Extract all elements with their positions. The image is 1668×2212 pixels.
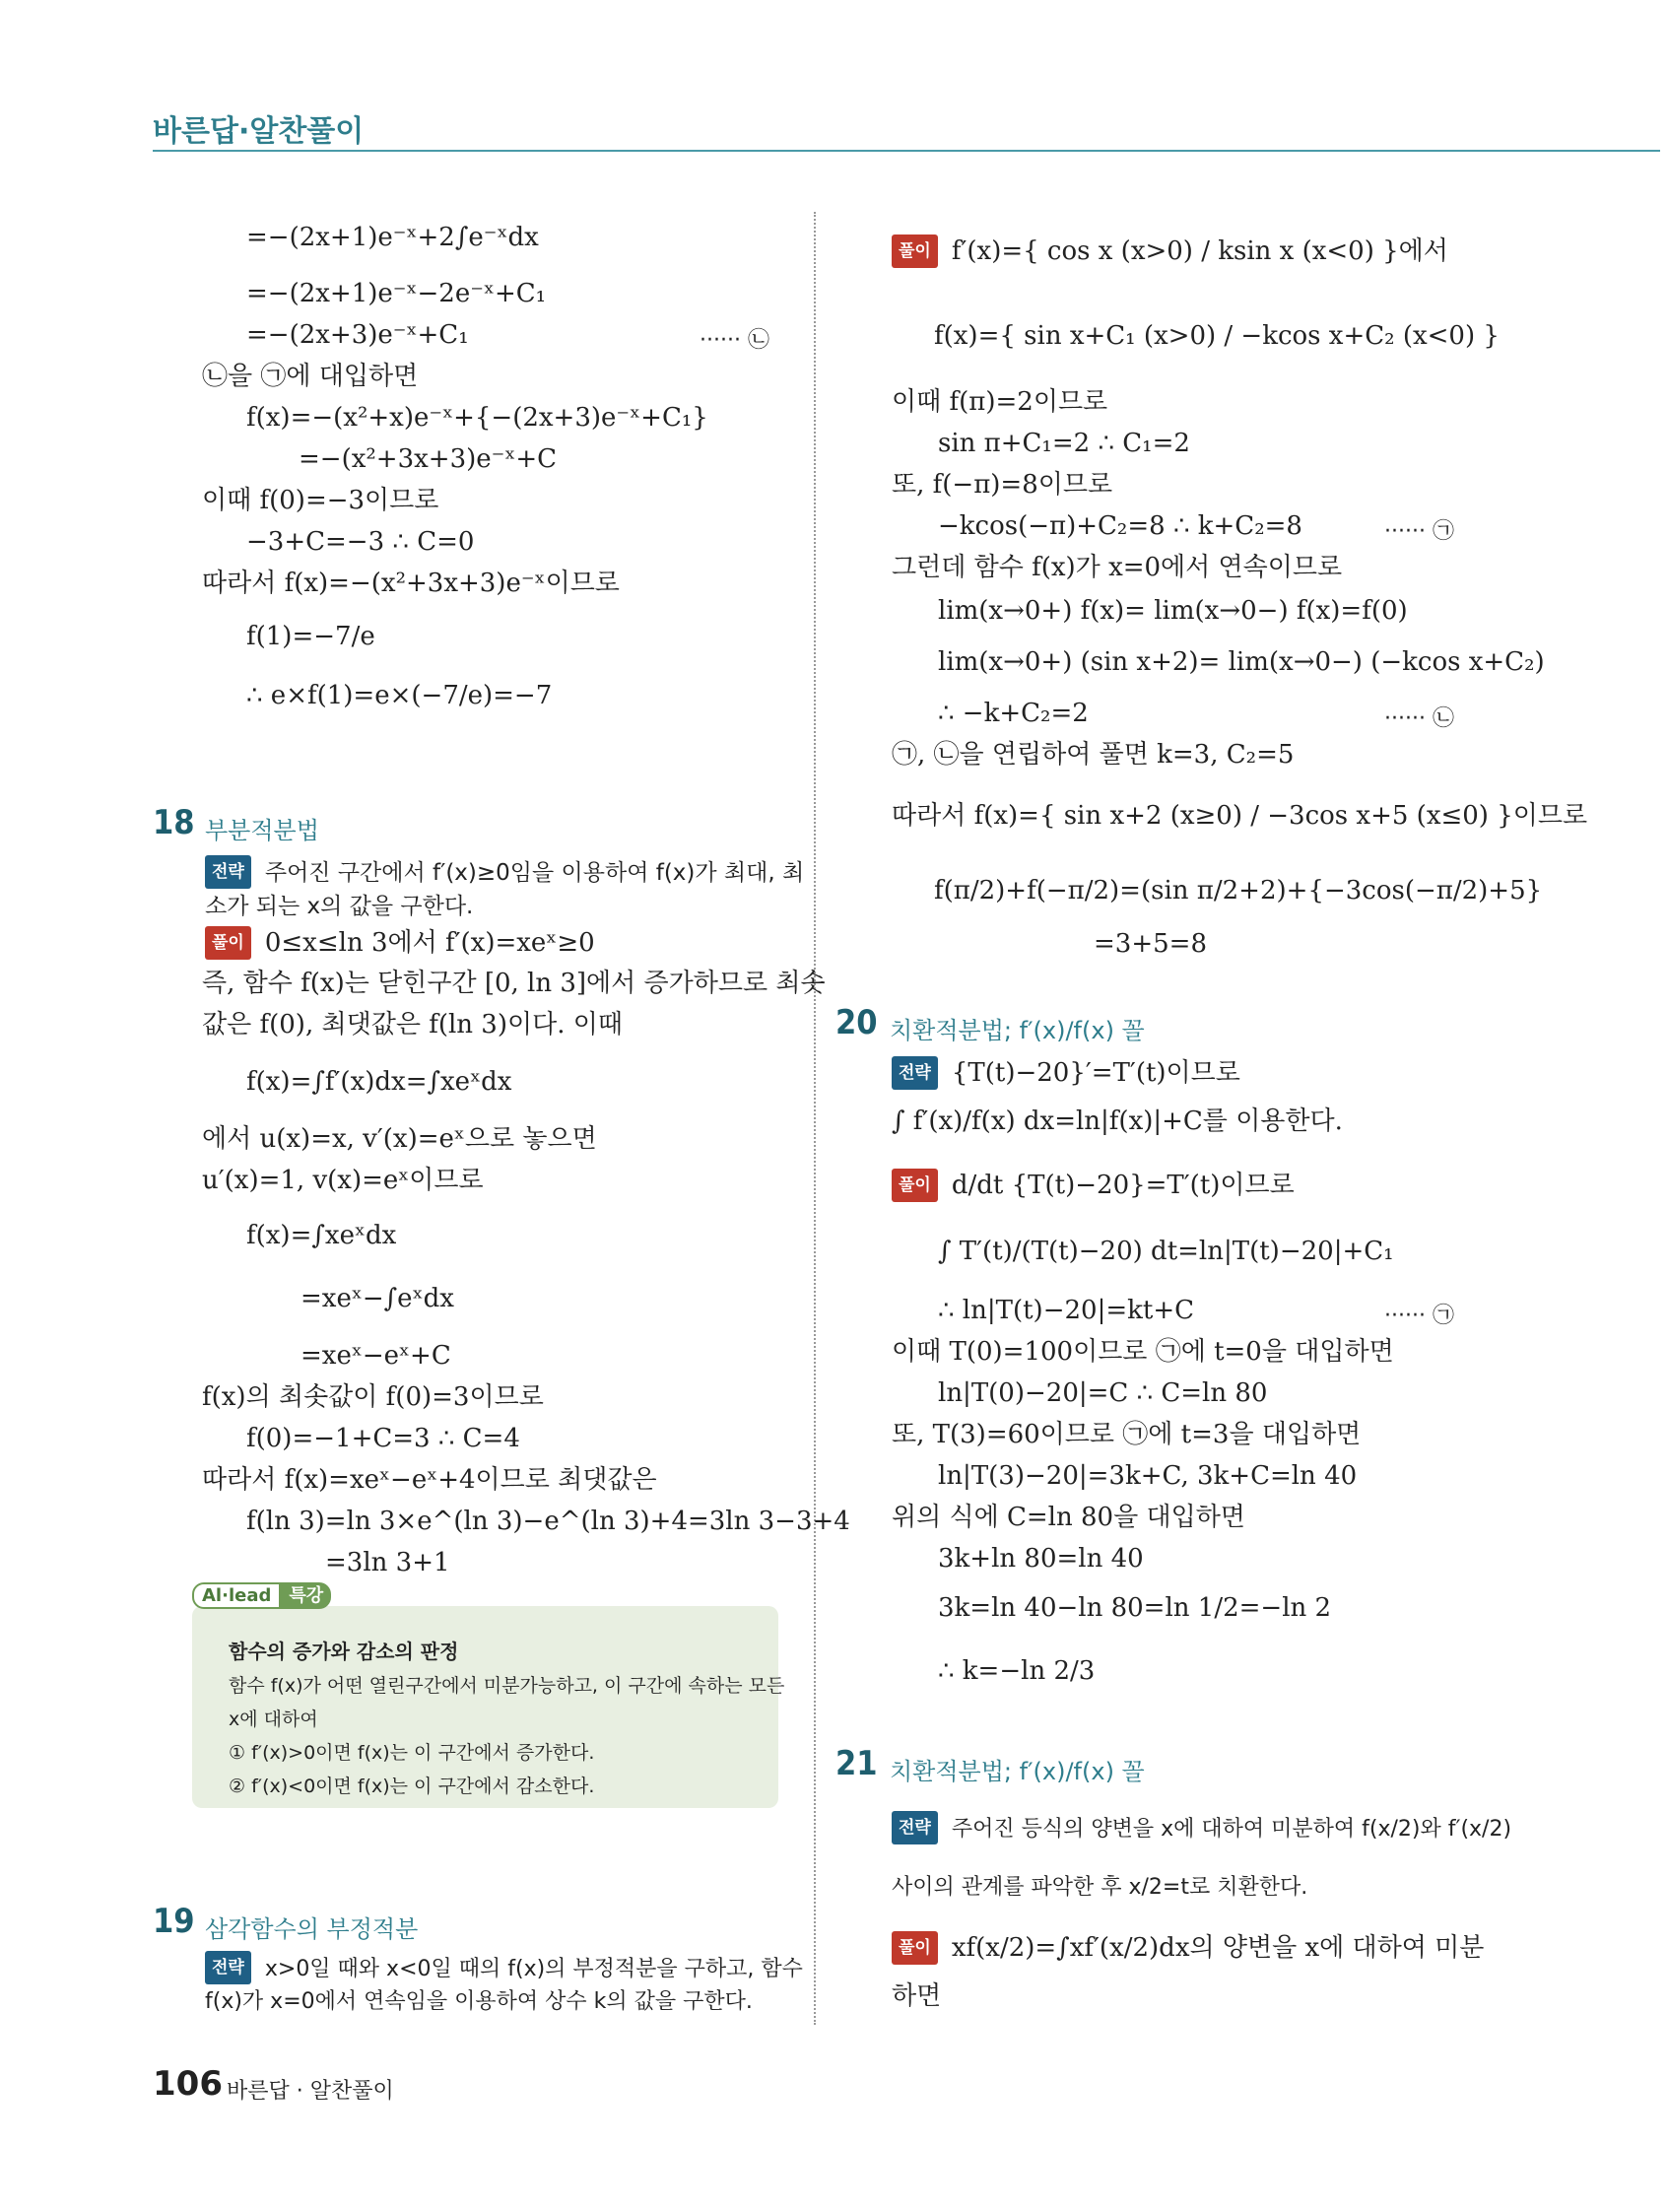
problem-title: 치환적분법; f′(x)/f(x) 꼴 (890, 1017, 1145, 1044)
problem-number: 21 (835, 1744, 878, 1783)
header-rule (153, 150, 1660, 152)
strategy-text: {T(t)−20}′=T′(t)이므로 (951, 1058, 1240, 1088)
text-line: 이때 f(0)=−3이므로 (202, 486, 439, 515)
strategy-line (205, 855, 804, 889)
solution-line (892, 235, 1448, 268)
strategy-badge: 전략 (205, 1951, 251, 1984)
text-line: 즉, 함수 f(x)는 닫힌구간 [0, ln 3]에서 증가하므로 최솟 (202, 969, 826, 998)
strategy-text: x>0일 때와 x<0일 때의 f(x)의 부정적분을 구하고, 함수 (264, 1957, 803, 1981)
math-line: ∴ k=−ln 2/3 (938, 1656, 1096, 1686)
problem-number: 18 (153, 803, 195, 842)
tip-tag-brand: Al·lead (192, 1582, 281, 1609)
solution-text: xf(x/2)=∫xf′(x/2)dx의 양변을 x에 대하여 미분 (951, 1933, 1485, 1963)
tip-tag-label: 특강 (281, 1582, 331, 1609)
math-line: ∫ T′(t)/(T(t)−20) dt=ln|T(t)−20|+C₁ (938, 1237, 1394, 1266)
problem-title: 삼각함수의 부정적분 (205, 1915, 419, 1943)
math-line: =xeˣ−∫eˣdx (300, 1284, 454, 1313)
text-line: ㉡을 ㉠에 대입하면 (202, 362, 419, 391)
solution-badge: 풀이 (205, 926, 251, 960)
strategy-line: f(x)가 x=0에서 연속임을 이용하여 상수 k의 값을 구한다. (205, 1989, 753, 2014)
tip-line: x에 대하여 (229, 1709, 318, 1730)
math-line: ∴ ln|T(t)−20|=kt+C (938, 1296, 1194, 1325)
math-line: =−(2x+1)e⁻ˣ−2e⁻ˣ+C₁ (246, 279, 547, 308)
strategy-text: 주어진 등식의 양변을 x에 대하여 미분하여 f(x/2)와 f′(x/2) (951, 1817, 1512, 1842)
solution-badge: 풀이 (892, 1931, 938, 1965)
text-line: 따라서 f(x)=−(x²+3x+3)e⁻ˣ이므로 (202, 569, 620, 598)
equation-mark: ······ ㉡ (1384, 706, 1454, 731)
text-line: 하면 (892, 1981, 942, 2011)
math-line: f(1)=−7/e (246, 622, 375, 651)
text-line: 이때 f(π)=2이므로 (892, 387, 1108, 417)
math-line: −kcos(−π)+C₂=8 ∴ k+C₂=8 (938, 511, 1302, 541)
tip-title: 함수의 증가와 감소의 판정 (229, 1640, 459, 1663)
text-line: 또, T(3)=60이므로 ㉠에 t=3을 대입하면 (892, 1420, 1362, 1449)
math-line: f(ln 3)=ln 3×e^(ln 3)−e^(ln 3)+4=3ln 3−3+4 (246, 1507, 850, 1536)
math-line: f(x)=∫xeˣdx (246, 1221, 397, 1250)
text-line: u′(x)=1, v(x)=eˣ이므로 (202, 1166, 484, 1195)
strategy-line: 소가 되는 x의 값을 구한다. (205, 894, 474, 919)
text-line: 이때 T(0)=100이므로 ㉠에 t=0을 대입하면 (892, 1337, 1394, 1367)
page-number: 106 (153, 2064, 223, 2104)
strategy-line (892, 1056, 1240, 1090)
math-line: ln|T(0)−20|=C ∴ C=ln 80 (938, 1378, 1268, 1408)
math-line: =3+5=8 (1094, 929, 1207, 959)
solution-badge: 풀이 (892, 235, 938, 268)
math-line: f(x)={ sin x+C₁ (x>0) / −kcos x+C₂ (x<0) } (934, 321, 1500, 351)
math-line: 따라서 f(x)={ sin x+2 (x≥0) / −3cos x+5 (x≤0) }이므로 (892, 801, 1588, 831)
text-line: 값은 f(0), 최댓값은 f(ln 3)이다. 이때 (202, 1010, 623, 1039)
tip-line: ① f′(x)>0이면 f(x)는 이 구간에서 증가한다. (229, 1742, 595, 1764)
strategy-line: 사이의 관계를 파악한 후 x/2=t로 치환한다. (892, 1875, 1308, 1900)
math-line: 3k=ln 40−ln 80=ln 1/2=−ln 2 (938, 1593, 1332, 1623)
math-line: =3ln 3+1 (325, 1548, 450, 1577)
strategy-text: 주어진 구간에서 f′(x)≥0임을 이용하여 f(x)가 최대, 최 (264, 860, 805, 886)
equation-mark: ······ ㉡ (700, 328, 769, 353)
text-line: f(x)의 최솟값이 f(0)=3이므로 (202, 1382, 544, 1412)
math-line: −3+C=−3 ∴ C=0 (246, 527, 475, 557)
strategy-badge: 전략 (892, 1811, 938, 1844)
strategy-badge: 전략 (892, 1056, 938, 1090)
solution-text: f′(x)={ cos x (x>0) / ksin x (x<0) }에서 (951, 236, 1448, 266)
solution-line (892, 1931, 1484, 1965)
math-line: =−(2x+1)e⁻ˣ+2∫e⁻ˣdx (246, 223, 539, 252)
text-line: 위의 식에 C=ln 80을 대입하면 (892, 1503, 1245, 1532)
tip-line: 함수 f(x)가 어떤 열린구간에서 미분가능하고, 이 구간에 속하는 모든 (229, 1675, 785, 1697)
equation-mark: ······ ㉠ (1384, 1304, 1454, 1328)
math-line: f(0)=−1+C=3 ∴ C=4 (246, 1424, 520, 1453)
math-line: =−(2x+3)e⁻ˣ+C₁ (246, 320, 469, 350)
math-line: lim(x→0+) (sin x+2)= lim(x→0−) (−kcos x+C₂) (938, 647, 1545, 677)
footer-label: 바른답 · 알찬풀이 (227, 2079, 394, 2104)
math-line: f(x)=∫f′(x)dx=∫xeˣdx (246, 1067, 512, 1097)
text-line: 따라서 f(x)=xeˣ−eˣ+4이므로 최댓값은 (202, 1465, 657, 1495)
strategy-badge: 전략 (205, 855, 251, 889)
equation-mark: ······ ㉠ (1384, 519, 1454, 544)
math-line: =−(x²+3x+3)e⁻ˣ+C (299, 444, 558, 474)
problem-title: 부분적분법 (205, 817, 319, 844)
strategy-line: ∫ f′(x)/f(x) dx=ln|f(x)|+C를 이용한다. (892, 1106, 1343, 1136)
solution-text: 0≤x≤ln 3에서 f′(x)=xeˣ≥0 (264, 928, 595, 958)
problem-number: 20 (835, 1003, 878, 1042)
column-divider (814, 212, 816, 2025)
page-header-title: 바른답·알찬풀이 (153, 114, 365, 149)
solution-text: d/dt {T(t)−20}=T′(t)이므로 (951, 1171, 1295, 1200)
tip-tag (192, 1581, 331, 1607)
math-line: ln|T(3)−20|=3k+C, 3k+C=ln 40 (938, 1461, 1358, 1491)
math-line: ∴ −k+C₂=2 (938, 699, 1089, 728)
text-line: 에서 u(x)=x, v′(x)=eˣ으로 놓으면 (202, 1124, 597, 1154)
math-line: =xeˣ−eˣ+C (300, 1341, 451, 1371)
math-line: 3k+ln 80=ln 40 (938, 1544, 1144, 1574)
math-line: sin π+C₁=2 ∴ C₁=2 (938, 429, 1190, 458)
math-line: f(π/2)+f(−π/2)=(sin π/2+2)+{−3cos(−π/2)+5} (934, 876, 1543, 905)
solution-badge: 풀이 (892, 1169, 938, 1202)
text-line: 그런데 함수 f(x)가 x=0에서 연속이므로 (892, 553, 1343, 582)
tip-line: ② f′(x)<0이면 f(x)는 이 구간에서 감소한다. (229, 1776, 595, 1797)
math-line: ∴ e×f(1)=e×(−7/e)=−7 (246, 681, 553, 710)
problem-title: 치환적분법; f′(x)/f(x) 꼴 (890, 1758, 1145, 1785)
math-line: lim(x→0+) f(x)= lim(x→0−) f(x)=f(0) (938, 596, 1408, 626)
math-line: f(x)=−(x²+x)e⁻ˣ+{−(2x+3)e⁻ˣ+C₁} (246, 403, 708, 433)
text-line: ㉠, ㉡을 연립하여 풀면 k=3, C₂=5 (892, 740, 1295, 770)
problem-number: 19 (153, 1902, 195, 1941)
strategy-line (892, 1811, 1511, 1845)
text-line: 또, f(−π)=8이므로 (892, 470, 1113, 500)
solution-line (205, 926, 595, 960)
strategy-line (205, 1951, 803, 1985)
solution-line (892, 1169, 1295, 1202)
